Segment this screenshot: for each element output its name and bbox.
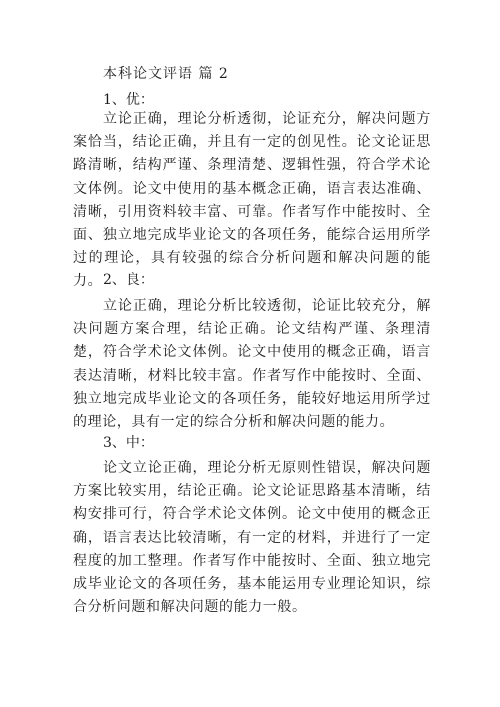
section-heading-average: 3、中： xyxy=(103,435,154,451)
section-heading-excellent: 1、优： xyxy=(103,92,154,108)
document-title: 本科论文评语 篇 2 xyxy=(103,66,229,82)
section-heading-good: 2、良： xyxy=(103,272,154,288)
section-paragraph-good: 立论正确，理论分析比较透彻，论证比较充分，解决问题方案合理，结论正确。论文结构严谨、条理清楚，符合学术论文体例。论文中使用的概念正确，语言表达清晰，材料比较丰富。作者写作中能按时、全面、独立地完成毕业论文的各项任务，能较好地运用所学过的理论，具有一定的综合分析和解决问题的能力。 xyxy=(73,298,431,431)
section-paragraph-excellent: 立论正确，理论分析透彻，论证充分，解决问题方案恰当，结论正确，并且有一定的创见性。论文论证思路清晰，结构严谨、条理清楚、逻辑性强，符合学术论文体例。论文中使用的基本概念正确，语言表达准确、清晰，引用资料较丰富、可靠。作者写作中能按时、全面、独立地完成毕业论文的各项任务，能综合运用所学过的理论，具有较强的综合分析问题和解决问题的能力。 xyxy=(73,111,431,290)
section-paragraph-average: 论文立论正确，理论分析无原则性错误，解决问题方案比较实用，结论正确。论文论证思路基本清晰，结构安排可行，符合学术论文体例。论文中使用的概念正确，语言表达比较清晰，有一定的材料，并进行了一定程度的加工整理。作者写作中能按时、全面、独立地完成毕业论文的各项任务，基本能运用专业理论知识，综合分析问题和解决问题的能力一般。 xyxy=(73,460,431,616)
